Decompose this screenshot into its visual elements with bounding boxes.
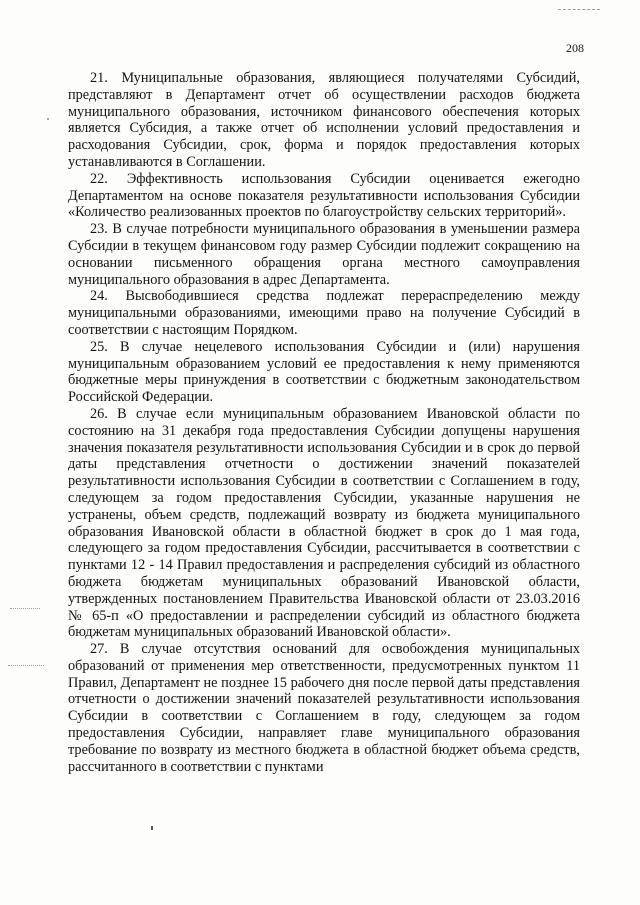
scan-artifact-top: [558, 9, 600, 11]
scan-artifact-dash: [10, 608, 40, 610]
document-body: [68, 70, 580, 775]
paragraph-24: 24. Высвободившиеся средства подлежат перераспределению между муниципальными образованиями, имеющими право на получение Субсидий в соответствии с настоящим Порядком.: [68, 288, 580, 338]
paragraph-25: 25. В случае нецелевого использования Субсидии и (или) нарушения муниципальным образованием условий ее предоставления к нему применяются бюджетные меры принуждения в соответствии с бюджетным законодательством Российской Федерации.: [68, 338, 580, 406]
scan-artifact-tick: [151, 826, 153, 830]
paragraph-23: 23. В случае потребности муниципального образования в уменьшении размера Субсидии в текущем финансовом году размер Субсидии подлежит сокращению на основании письменного обращения органа местного самоуправления муниципального образования в адрес Департамента.: [68, 221, 580, 288]
page-number: 208: [566, 41, 584, 55]
paragraph-22: 22. Эффективность использования Субсидии оценивается ежегодно Департаментом на основе показателя результативности использования Субсидии «Количество реализованных проектов по благоустройству сельских территорий».: [68, 170, 580, 221]
paragraph-27: 27. В случае отсутствия оснований для освобождения муниципальных образований от применения мер ответственности, предусмотренных пунктом 11 Правил, Департамент не позднее 15 рабочего дня после первой даты представления отчетности о достижении значений показателей результативности использования Субсидии в соответствии с Соглашением в году, следующем за годом предоставления Субсидии, направляет главе муниципального образования требование по возврату из местного бюджета в областной бюджет объема средств, рассчитанного в соответствии с пунктами: [68, 641, 580, 775]
paragraph-21: 21. Муниципальные образования, являющиеся получателями Субсидий, представляют в Департамент отчет об осуществлении расходов бюджета муниципального образования, источником финансового обеспечения которых является Субсидия, а также отчет об исполнении условий предоставления и расходования Субсидии, срок, форма и порядок предоставления которых устанавливаются в Соглашении.: [68, 70, 580, 170]
scan-artifact-dot: [47, 118, 49, 120]
paragraph-26: 26. В случае если муниципальным образованием Ивановской области по состоянию на 31 декабря года предоставления Субсидии допущены нарушения значения показателя результативности использования Субсидии и в срок до первой даты представления отчетности о достижении значений показателей результативности использования Субсидии в соответствии с Соглашением в году, следующем за годом предоставления Субсидии, указанные нарушения не устранены, объем средств, подлежащий возврату из бюджета муниципального образования Ивановской области в областной бюджет в срок до 1 мая года, следующего за годом предоставления Субсидии, рассчитывается в соответствии с пунктами 12 - 14 Правил предоставления и распределения субсидий из областного бюджета бюджетам муниципальных образований Ивановской области, утвержденных постановлением Правительства Ивановской области от 23.03.2016 № 65-п «О предоставлении и распределении субсидий из областного бюджета бюджетам муниципальных образований Ивановской области».: [68, 405, 580, 641]
scan-artifact-dash: [8, 665, 44, 667]
